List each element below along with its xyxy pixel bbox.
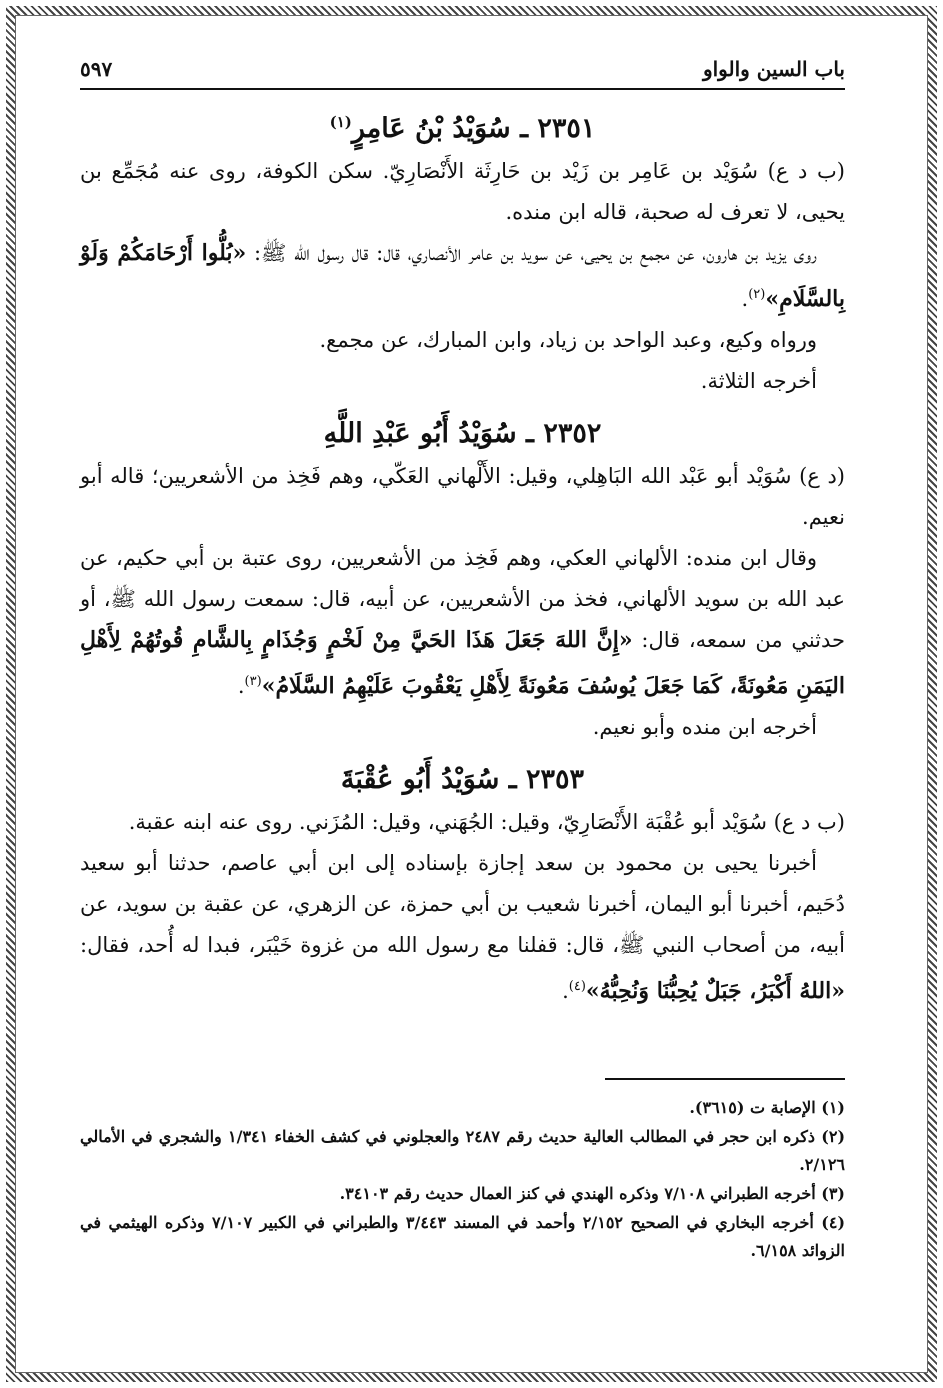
hadith-text: «اللهُ أَكْبَرُ، جَبَلٌ يُحِبُّنَا وَنُحِبُّهُ»: [585, 978, 845, 1004]
footnote-ref: (٤): [568, 979, 586, 994]
entry-title-2351: ٢٣٥١ ـ سُوَيْدُ بْنُ عَامِرٍ$^{(١)}$: [329, 113, 596, 144]
running-head: [80, 56, 845, 90]
entry-paragraph: أخبرنا يحيى بن محمود بن سعد إجازة بإسناده إلى ابن أبي عاصم، حدثنا أبو سعيد دُحَيم، أخبرنا أبو اليمان، أخبرنا شعيب بن أبي حمزة، عن الزهري، عن عقبة بن سويد، عن أبيه، من أصحاب النبي ﷺ، قال: قفلنا مع رسول الله من غزوة خَيْبَر، فبدا له أُحد، فقال: «اللهُ أَكْبَرُ، جَبَلٌ يُحِبُّنَا وَنُحِبُّهُ»$^{(٤)}$.: [80, 851, 845, 1004]
footnote-ref: (٢): [748, 287, 766, 302]
entry-paragraph: أخرجه الثلاثة.: [700, 369, 817, 393]
page-content: [80, 56, 845, 1012]
footnotes-section: [80, 1078, 845, 1266]
footnote-divider: [605, 1078, 845, 1080]
footnote: (٣) أخرجه الطبراني ٧/١٠٨ وذكره الهندي في كنز العمال حديث رقم ٣٤١٠٣.: [339, 1184, 845, 1203]
hadith-text: «بُلُّوا أَرْحَامَكُمْ وَلَوْ بِالسَّلَامِ»: [80, 240, 845, 312]
chapter-title: باب السين والواو: [702, 57, 845, 81]
entry-paragraph: ورواه وكيع، وعبد الواحد بن زياد، وابن المبارك، عن مجمع.: [319, 328, 817, 352]
entry-paragraph: أخرجه ابن منده وأبو نعيم.: [592, 715, 817, 739]
entry-paragraph: (د ع) سُوَيْد أبو عَبْد الله البَاهِلي، وقيل: الأَلْهاني العَكّي، وهم فَخِذ من الأشعريين؛ قاله أبو نعيم.: [80, 464, 845, 529]
entry-paragraph: وقال ابن منده: الألهاني العكي، وهم فَخِذ من الأشعريين، روى عتبة بن أبي حكيم، عن عبد الله بن سويد الألهاني، فخذ من الأشعريين، عن أبيه، قال: سمعت رسول الله ﷺ، أو حدثني من سمعه، قال: «إِنَّ اللهَ جَعَلَ هَذَا الحَيَّ مِنْ لَخْمٍ وَجُذَامٍ بِالشَّامِ قُوتُهُمْ لِأَهْلِ اليَمَنِ مَعُونَةً، كَمَا جَعَلَ يُوسُفَ مَعُونَةً لِأَهْلِ يَعْقُوبَ عَلَيْهِمُ السَّلَامُ»$^{(٣)}$.: [80, 546, 846, 699]
hadith-text: «إِنَّ اللهَ جَعَلَ هَذَا الحَيَّ مِنْ لَخْمٍ وَجُذَامٍ بِالشَّامِ قُوتُهُمْ لِأَهْلِ اليَمَنِ مَعُونَةً، كَمَا جَعَلَ يُوسُفَ مَعُونَةً لِأَهْلِ يَعْقُوبَ عَلَيْهِمُ السَّلَامُ»: [80, 627, 845, 699]
footnote-ref: (٣): [244, 674, 262, 689]
footnote: (٤) أخرجه البخاري في الصحيح ٢/١٥٢ وأحمد في المسند ٣/٤٤٣ والطبراني في الكبير ٧/١٠٧ وذكره الهيثمي في الزوائد ٦/١٥٨.: [80, 1213, 846, 1260]
entry-paragraph: روى يزيد بن هارون، عن مجمع بن يحيى، عن سويد بن عامر الأنصاري، قال: قال رسول الله ﷺ: «بُلُّوا أَرْحَامَكُمْ وَلَوْ بِالسَّلَامِ»$^{(٢)}$.: [80, 240, 845, 312]
footnote: (٢) ذكره ابن حجر في المطالب العالية حديث رقم ٢٤٨٧ والعجلوني في كشف الخفاء ١/٣٤١ والشجري في الأمالي ٢/١٢٦.: [80, 1127, 846, 1174]
entry-paragraph: (ب د ع) سُوَيْد أبو عُقْبَة الأَنْصَارِيّ، وقيل: الجُهَني، وقيل: المُزَني. روى عنه ابنه عقبة.: [128, 810, 845, 834]
entry-paragraph: (ب د ع) سُوَيْد بن عَامِر بن زَيْد بن حَارِثَة الأَنْصَارِيّ. سكن الكوفة، روى عنه مُجَمِّع بن يحيى، لا تعرف له صحبة، قاله ابن منده.: [80, 159, 845, 224]
page-number: ٥٩٧: [80, 57, 113, 81]
entry-title-2353: ٢٣٥٣ ـ سُوَيْدُ أَبُو عُقْبَةَ: [340, 764, 585, 795]
footnote-ref: (١): [329, 113, 352, 131]
footnote: (١) الإصابة ت (٣٦١٥).: [689, 1098, 845, 1117]
entry-title-2352: ٢٣٥٢ ـ سُوَيْدُ أَبُو عَبْدِ اللَّهِ: [323, 418, 602, 449]
